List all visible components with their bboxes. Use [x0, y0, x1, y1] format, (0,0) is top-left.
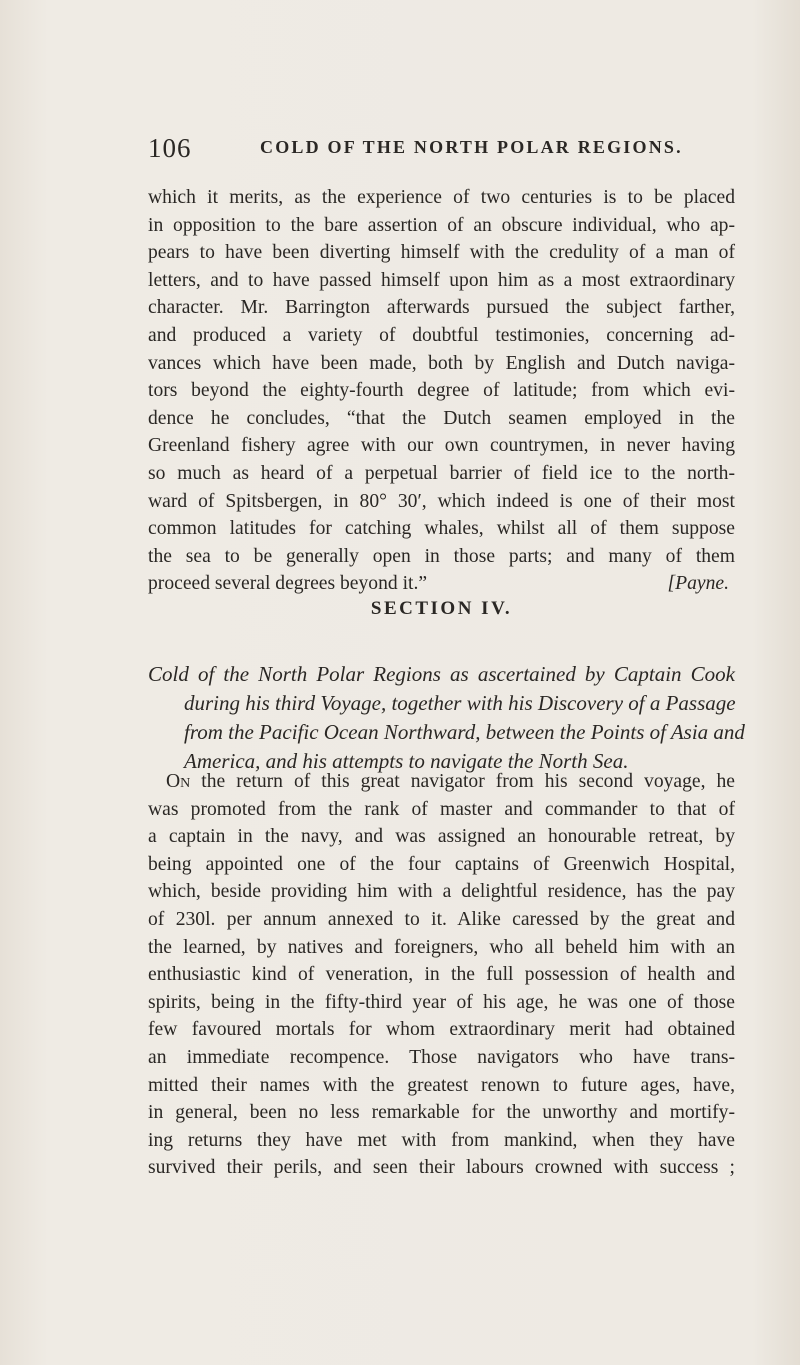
paragraph-line: enthusiastic kind of veneration, in the full possession of health and	[148, 964, 735, 986]
running-head	[148, 133, 728, 163]
paragraph-line: common latitudes for catching whales, whilst all of them suppose	[148, 518, 735, 540]
paragraph-line: few favoured mortals for whom extraordinary merit had obtained	[148, 1019, 735, 1041]
subtitle-line: Cold of the North Polar Regions as ascertained by Captain Cook	[148, 662, 735, 686]
paragraph-line: so much as heard of a perpetual barrier of field ice to the north-	[148, 462, 735, 484]
paragraph-first-line	[148, 768, 735, 796]
paragraph-line: ing returns they have met with from mankind, when they have	[148, 1129, 735, 1151]
paragraph-line: of 230l. per annum annexed to it. Alike caressed by the great and	[148, 908, 735, 930]
first-line-rest: the return of this great navigator from his second voyage, he	[201, 771, 735, 792]
subtitle-line: from the Pacific Ocean Northward, between the Points of Asia and	[184, 720, 745, 744]
subtitle-line: America, and his attempts to navigate the North Sea.	[184, 749, 629, 773]
paragraph-line: a captain in the navy, and was assigned an honourable retreat, by	[148, 826, 735, 848]
paragraph-line: being appointed one of the four captains of Greenwich Hospital,	[148, 853, 735, 875]
paragraph-line: letters, and to have passed himself upon him as a most extraordinary	[148, 269, 735, 291]
paragraph-line: pears to have been diverting himself with the credulity of a man of	[148, 242, 735, 264]
paragraph-line: spirits, being in the fifty-third year of his age, he was one of those	[148, 991, 735, 1013]
paragraph-line: which it merits, as the experience of two centuries is to be placed	[148, 187, 735, 208]
paragraph-line: the learned, by natives and foreigners, who all beheld him with an	[148, 936, 735, 958]
paragraph-line: an immediate recompence. Those navigators who have trans-	[148, 1046, 735, 1068]
section-heading: SECTION IV.	[370, 598, 513, 619]
paragraph-line: Greenland fishery agree with our own countrymen, in never having	[148, 435, 735, 457]
paragraph-line: which, beside providing him with a delightful residence, has the pay	[148, 881, 735, 903]
paragraph-line: survived their perils, and seen their labours crowned with success ;	[148, 1157, 735, 1179]
paragraph-line: the sea to be generally open in those parts; and many of them	[148, 545, 735, 567]
paragraph-line: was promoted from the rank of master and commander to that of	[148, 798, 735, 820]
subtitle-line: during his third Voyage, together with his Discovery of a Passage	[184, 691, 736, 715]
section-subtitle	[148, 660, 745, 776]
paragraph-last-line: proceed several degrees beyond it.”	[148, 573, 428, 595]
paragraph-line: ward of Spitsbergen, in 80° 30′, which indeed is one of their most	[148, 490, 735, 512]
paragraph-1	[148, 184, 735, 598]
paragraph-line: vances which have been made, both by English and Dutch naviga-	[148, 352, 735, 374]
paragraph-line: in general, been no less remarkable for the unworthy and mortify-	[148, 1102, 735, 1124]
paragraph-line: character. Mr. Barrington afterwards pursued the subject farther,	[148, 297, 735, 319]
paragraph-2	[148, 768, 735, 1182]
paragraph-line: mitted their names with the greatest renown to future ages, have,	[148, 1074, 735, 1096]
paragraph-line: and produced a variety of doubtful testimonies, concerning ad-	[148, 324, 735, 346]
running-title: COLD OF THE NORTH POLAR REGIONS.	[260, 137, 683, 157]
paragraph-line: in opposition to the bare assertion of an obscure individual, who ap-	[148, 214, 735, 236]
quote-closing-row	[148, 570, 735, 598]
paragraph-line: dence he concludes, “that the Dutch seamen employed in the	[148, 407, 735, 429]
drop-word: On	[166, 771, 191, 792]
attribution: [Payne.	[667, 573, 729, 595]
paragraph-line: tors beyond the eighty-fourth degree of latitude; from which evi-	[148, 380, 735, 402]
page-number: 106	[148, 133, 192, 163]
